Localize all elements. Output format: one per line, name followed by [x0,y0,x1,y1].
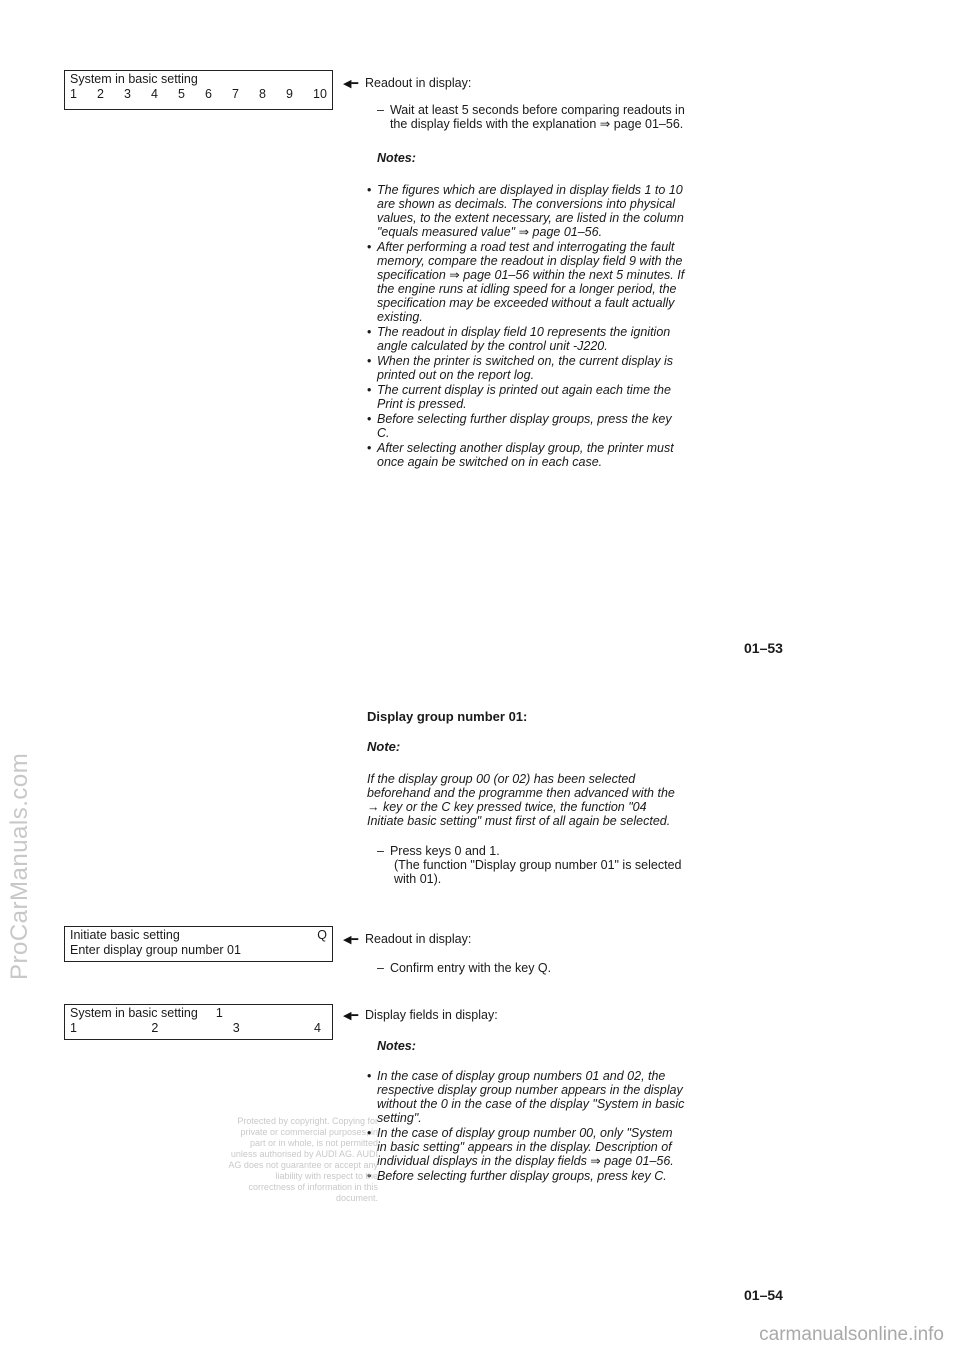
readout-line [343,932,685,947]
notes-label: Notes: [377,151,416,165]
note-item: • Before selecting further display groups, press key C. [367,1169,685,1183]
panel-text: System in basic setting [70,1006,198,1020]
panel-text: Enter display group number 01 [70,943,241,957]
note-item: • The current display is printed out again each time the Print is pressed. [367,383,685,411]
wait-instruction [377,103,685,131]
page-number: 01–53 [744,640,783,656]
footer-watermark: carmanualsonline.info [759,1324,944,1345]
copyright-watermark: Protected by copyright. Copying for private or commercial purposes, in part or in whole, is not permitted unless authorised by AUDI AG. AUDI AG does not guarantee or accept any liability with respect to the correctness of information in this document. [228,1116,378,1203]
field-number: 3 [232,1021,240,1035]
confirm-instruction [377,961,685,975]
readout-text: Readout in display: [365,76,472,90]
section-basic-setting [343,76,685,470]
field-number: 4 [151,87,158,101]
field-number: 5 [178,87,185,101]
note-item: • The figures which are displayed in display fields 1 to 10 are shown as decimals. The conversions into physical values, to the extent necessary, are listed in the column "equals measured value" ⇒ page 01–56. [367,183,685,239]
note-item: • When the printer is switched on, the current display is printed out on the report log. [367,354,685,382]
field-number: 1 [70,1021,77,1035]
panel-key: Q [317,928,327,942]
field-number: 4 [314,1021,321,1035]
display-panel-basic-setting-1 [64,1004,333,1040]
panel-title: System in basic setting [70,72,198,86]
confirm-text: Confirm entry with the key Q. [389,961,552,975]
section-display-group [367,710,685,886]
readout-block-2 [343,932,685,975]
panel-field-numbers [70,87,327,102]
note-text: If the display group 00 (or 02) has been selected beforehand and the programme then advanced with the → key or the C key pressed twice, the function "04 Initiate basic setting" must first of all again be selected. [367,772,675,828]
field-number: 3 [124,87,131,101]
arrow-left-icon: ◀━ [343,1010,359,1022]
dash-marker: – [377,844,384,858]
display-panel-initiate [64,926,333,962]
note-item: • In the case of display group numbers 01 and 02, the respective display group number appears in the display without the 0 in the case of the display "System in basic setting". [367,1069,685,1125]
field-number: 7 [232,87,239,101]
wait-text: Wait at least 5 seconds before comparing readouts in the display fields with the explanation ⇒ page 01–56. [389,103,685,131]
side-watermark: ProCarManuals.com [6,752,33,980]
field-number: 10 [313,87,327,101]
page-number: 01–54 [744,1287,783,1303]
dash-marker: – [377,961,384,975]
field-number: 2 [151,1021,159,1035]
panel-group-number: 1 [215,1006,223,1020]
note-item: • The readout in display field 10 represents the ignition angle calculated by the control unit -J220. [367,325,685,353]
field-number: 6 [205,87,212,101]
arrow-left-icon: ◀━ [343,78,359,90]
note-item: • After selecting another display group, the printer must once again be switched on in each case. [367,441,685,469]
note-item: • Before selecting further display groups, press the key C. [367,412,685,440]
display-fields-block [343,1008,685,1184]
fields-line [343,1008,685,1023]
arrow-left-icon: ◀━ [343,934,359,946]
note-item: • In the case of display group number 00, only "System in basic setting" appears in the display. Description of individual displays in the display fields ⇒ page 01–56. [367,1126,685,1168]
section-heading: Display group number 01: [367,709,528,724]
readout-text: Readout in display: [365,932,472,946]
notes-list [367,183,685,469]
panel-field-numbers [70,1021,327,1036]
field-number: 2 [97,87,104,101]
press-instruction [377,844,685,858]
field-number: 9 [286,87,293,101]
note-label: Note: [367,739,401,754]
notes-list [367,1069,685,1183]
note-item: • After performing a road test and interrogating the fault memory, compare the readout in display field 9 with the specification ⇒ page 01–56 within the next 5 minutes. If the engine runs at idling speed for a longer period, the specification may be exceeded without a fault actually existing. [367,240,685,324]
field-number: 8 [259,87,266,101]
notes-label: Notes: [377,1039,416,1053]
field-number: 1 [70,87,77,101]
fields-text: Display fields in display: [365,1008,498,1022]
readout-line [343,76,685,91]
press-text: Press keys 0 and 1. [389,844,500,858]
panel-line [70,928,327,943]
panel-line [70,1006,327,1021]
display-panel-basic-setting [64,70,333,110]
dash-marker: – [377,103,384,117]
panel-text: Initiate basic setting [70,928,180,942]
press-subtext: (The function "Display group number 01" is selected with 01). [394,858,682,886]
